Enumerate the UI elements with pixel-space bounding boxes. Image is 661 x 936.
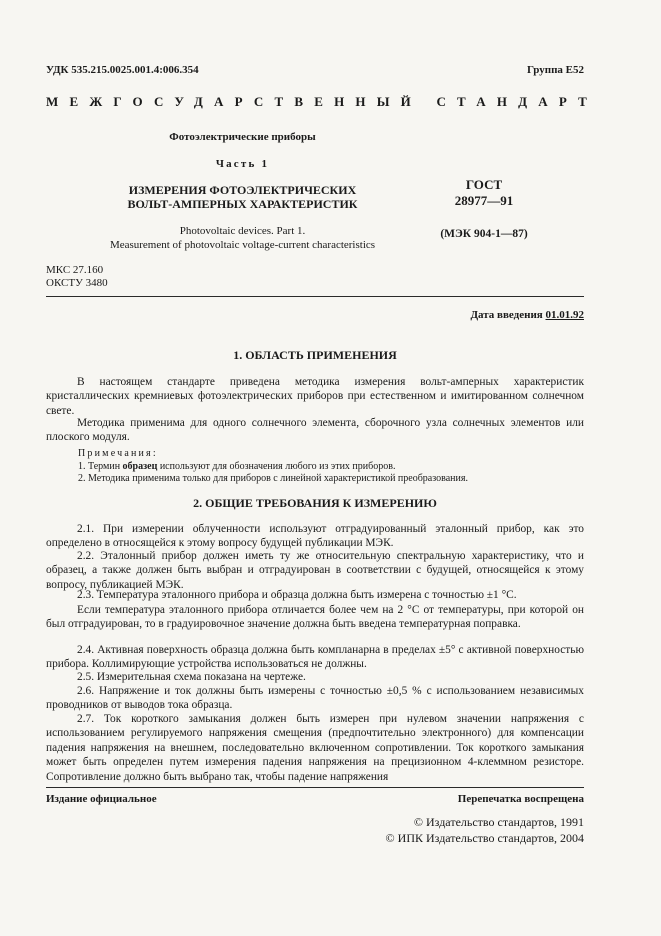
section-1-paragraph-2: Методика применима для одного солнечного элемента, сборочного узла солнечных элементов или плоского модуля. bbox=[46, 417, 584, 444]
notes-block bbox=[78, 448, 578, 486]
clause-2-3-continued: Если температура эталонного прибора отличается более чем на 2 °С от температуры, при которой он был отградуирован, то в градуировочное значение должна быть введена температурная поправка. bbox=[46, 604, 584, 631]
note-2: 2. Методика применима только для приборов с линейной характеристикой преобразования. bbox=[78, 473, 468, 484]
english-title bbox=[80, 225, 405, 252]
clause-2-5: 2.5. Измерительная схема показана на чертеже. bbox=[77, 671, 306, 683]
english-title-line-2: Measurement of photovoltaic voltage-current characteristics bbox=[109, 238, 376, 251]
clause-2-4: 2.4. Активная поверхность образца должна быть компланарна в пределах ±5° с активной поверхностью прибора. Коллимирующие устройства использоваться не должны. bbox=[46, 644, 584, 671]
effective-date-label: Дата введения bbox=[470, 309, 543, 321]
mks-code: МКС 27.160 bbox=[46, 264, 104, 276]
clause-2-2: 2.2. Эталонный прибор должен иметь ту же относительную спектральную характеристику, что и образец, а также должен быть выбран и отградуирован в соответствии с будущей, относящейся к этому вопросу, публикацией МЭК. bbox=[46, 550, 584, 591]
classification-codes bbox=[46, 264, 108, 290]
clause-2-1: 2.1. При измерении облученности используют отградуированный эталонный прибор, как это определено в относящейся к этому вопросу будущей публикации МЭК. bbox=[46, 523, 584, 550]
clause-2-7: 2.7. Ток короткого замыкания должен быть измерен при нулевом значении напряжения с использованием регулируемого напряжения смещения (предпочтительно электронного) для компенсации падения напряжения на внешнем, последовательно включенном сопротивлении. Ток короткого замыкания может быть определен путем измерения падения напряжения на прецизионном 4-клеммном резисторе. Сопротивление должно быть выбрано так, чтобы падение напряжения bbox=[46, 713, 584, 783]
effective-date-value: 01.01.92 bbox=[545, 309, 584, 321]
copyright-block bbox=[386, 814, 584, 846]
document-title bbox=[80, 183, 405, 211]
section-1-paragraph-1: В настоящем стандарте приведена методика измерения вольт-амперных характеристик кристаллических кремниевых фотоэлектрических приборов при естественном и имитированном солнечном свете. bbox=[46, 376, 584, 417]
reprint-notice: Перепечатка воспрещена bbox=[457, 793, 584, 805]
title-line-1: ИЗМЕРЕНИЯ ФОТОЭЛЕКТРИЧЕСКИХ bbox=[128, 183, 357, 197]
part-label: Часть 1 bbox=[215, 158, 270, 170]
udk-code: УДК 535.215.0025.001.4:006.354 bbox=[46, 64, 199, 76]
gost-number: 28977—91 bbox=[454, 193, 514, 208]
clause-2-6: 2.6. Напряжение и ток должны быть измерены с точностью ±0,5 % с использованием независимых проводников от выводов тока образца. bbox=[46, 685, 584, 712]
header-divider bbox=[46, 296, 584, 297]
notes-label: Примечания: bbox=[78, 448, 158, 459]
section-1-heading: 1. ОБЛАСТЬ ПРИМЕНЕНИЯ bbox=[233, 348, 397, 362]
copyright-2: © ИПК Издательство стандартов, 2004 bbox=[385, 831, 584, 845]
copyright-1: © Издательство стандартов, 1991 bbox=[413, 815, 584, 829]
official-edition: Издание официальное bbox=[46, 793, 157, 805]
group-code: Группа Е52 bbox=[526, 64, 584, 76]
standard-banner: МЕЖГОСУДАРСТВЕННЫЙ СТАНДАРТ bbox=[46, 94, 599, 109]
gost-number-block bbox=[420, 177, 548, 209]
device-category: Фотоэлектрические приборы bbox=[169, 131, 316, 143]
note-1: 1. Термин образец используют для обозначения любого из этих приборов. bbox=[78, 460, 396, 472]
iec-reference: (МЭК 904-1—87) bbox=[440, 228, 528, 240]
section-2-heading: 2. ОБЩИЕ ТРЕБОВАНИЯ К ИЗМЕРЕНИЮ bbox=[193, 496, 437, 510]
english-title-line-1: Photovoltaic devices. Part 1. bbox=[179, 225, 306, 237]
title-line-2: ВОЛЬТ-АМПЕРНЫХ ХАРАКТЕРИСТИК bbox=[127, 197, 358, 211]
okstu-code: ОКСТУ 3480 bbox=[46, 277, 108, 289]
effective-date bbox=[470, 309, 584, 321]
footer-divider bbox=[46, 787, 584, 788]
clause-2-3: 2.3. Температура эталонного прибора и образца должна быть измерена с точностью ±1 °С. bbox=[77, 589, 517, 601]
gost-label: ГОСТ bbox=[465, 177, 503, 192]
